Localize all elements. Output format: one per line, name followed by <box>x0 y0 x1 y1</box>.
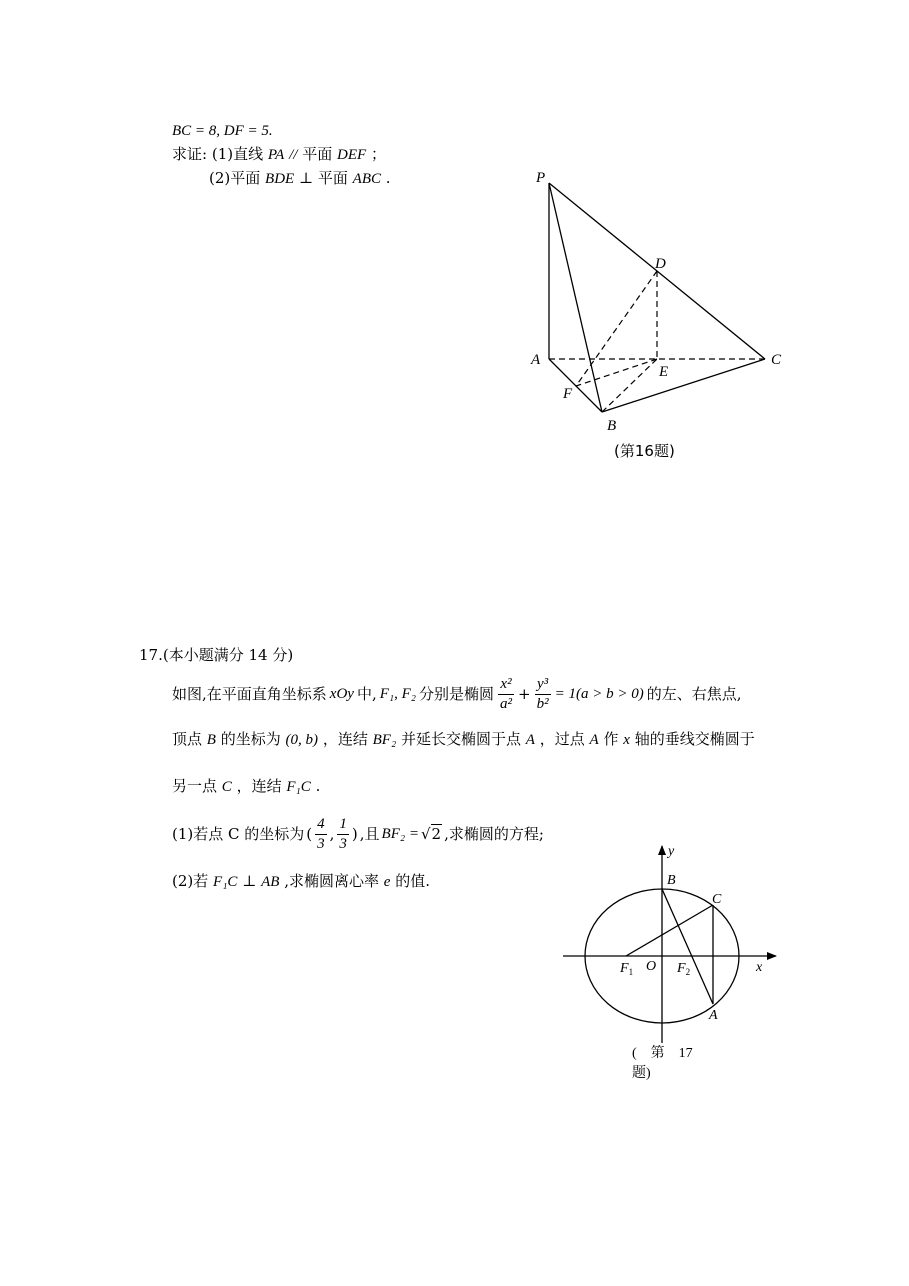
eq-rhs: = 1(a > b > 0) <box>554 686 644 702</box>
label-A: A <box>709 1008 718 1023</box>
p17-line2-coord: (0, b) <box>285 732 319 748</box>
label-y: y <box>668 844 675 859</box>
p16-part1-pa: PA <box>267 147 285 163</box>
p16-part1-plane: 平面 <box>302 145 333 163</box>
c-y-denominator: 3 <box>339 835 347 852</box>
sqrt-symbol: √ <box>420 825 431 843</box>
frac-x-numerator: x² <box>498 677 514 695</box>
edge-DF-hidden <box>576 271 657 386</box>
c-x-denominator: 3 <box>317 835 325 852</box>
sqrt-radicand: 2 <box>431 825 442 843</box>
edge-BC <box>602 359 765 412</box>
p17-line2-x: x <box>623 732 630 748</box>
p17-part2-mid: ,求椭圆离心率 <box>284 872 379 890</box>
label-B: B <box>607 418 617 434</box>
label-O: O <box>646 959 657 974</box>
p16-given-tail <box>172 121 273 140</box>
label-E: E <box>659 364 669 380</box>
label-F2: $F_2$ <box>677 961 691 977</box>
p17-line2-mid4: ，过点 <box>539 730 585 748</box>
p17-line3-mid: ，连结 <box>236 777 282 795</box>
p16-part2-end: . <box>385 169 391 187</box>
p16-part2-line <box>209 169 391 188</box>
p17-line3-c: C <box>221 779 232 795</box>
label-C: C <box>771 352 782 368</box>
p17-line2 <box>172 730 755 749</box>
p17-line2-mid: 的坐标为 <box>220 730 281 748</box>
p17-part2-pre: (2)若 <box>172 872 209 890</box>
p16-part1-line <box>172 145 386 164</box>
frac-y-denominator: b² <box>536 695 549 712</box>
p17-line1-mid2: 分别是椭圆 <box>418 685 494 703</box>
segment-BA <box>662 889 713 1004</box>
p16-part2-plane: 平面 <box>317 169 348 187</box>
p17-line2-b: B <box>206 732 216 748</box>
p16-figure <box>520 160 800 470</box>
p16-prove-label: 求证: <box>172 145 208 163</box>
p17-line2-pre: 顶点 <box>172 730 203 748</box>
label-P: P <box>536 170 546 186</box>
p17-line3-f1c: F₁C <box>286 779 311 795</box>
p17-part2-e: e <box>383 874 391 890</box>
p17-part1-mid: ,且 <box>359 825 380 843</box>
p17-f1f2: F₁, F₂ <box>379 686 416 702</box>
p17-line2-bf2: BF₂ <box>372 732 397 748</box>
p17-header: 17.(本小题满分 14 分) <box>139 646 294 664</box>
p16-caption: (第16题) <box>614 442 675 460</box>
edge-EF-hidden <box>576 359 657 386</box>
p17-part1-comma: , <box>329 825 335 843</box>
p17-part1-open: ( <box>306 825 313 843</box>
p17-line2-mid3: 并延长交椭圆于点 <box>400 730 521 748</box>
p17-line2-mid2: ，连结 <box>322 730 368 748</box>
p17-part2-post: 的值. <box>395 872 430 890</box>
p16-part1-def: DEF <box>336 147 367 163</box>
edge-AB <box>549 359 602 412</box>
p17-caption-line1: ( 第 17 <box>632 1046 693 1061</box>
label-F1: $F_1$ <box>620 961 634 977</box>
p16-part1-parallel: // <box>289 147 298 163</box>
edge-PB <box>549 183 602 412</box>
p17-part2-f1c: F₁C <box>213 874 238 890</box>
p17-line2-mid5: 作 <box>603 730 619 748</box>
segment-F1C <box>626 905 713 956</box>
p17-part1-post: ,求椭圆的方程; <box>444 825 544 843</box>
p17-line1-post: 的左、右焦点, <box>646 685 742 703</box>
p17-line3-pre: 另一点 <box>172 777 218 795</box>
sqrt-two <box>421 825 442 843</box>
label-B: B <box>667 873 676 888</box>
ellipse-x-fraction <box>498 677 514 712</box>
p17-part1-bf2: BF₂ = <box>381 826 419 842</box>
p16-part2-abc: ABC <box>352 171 382 187</box>
label-C: C <box>712 892 722 907</box>
p17-part2-perp: ⊥ <box>242 872 257 890</box>
label-D: D <box>655 256 666 272</box>
point-c-y-fraction <box>337 817 349 852</box>
p17-part2-ab: AB <box>261 874 280 890</box>
edge-BE-hidden <box>602 359 657 412</box>
c-x-numerator: 4 <box>315 817 327 835</box>
p17-part1 <box>172 814 544 854</box>
frac-y-numerator: y³ <box>535 677 551 695</box>
c-y-numerator: 1 <box>337 817 349 835</box>
p17-part2 <box>172 872 430 891</box>
p17-line1-mid: 中, <box>356 685 377 703</box>
p17-line2-a2: A <box>589 732 599 748</box>
p17-line1 <box>172 674 741 714</box>
frac-x-denominator: a² <box>500 695 512 712</box>
p17-part1-close: ) <box>351 825 358 843</box>
p16-given-text: BC = 8, DF = 5. <box>172 123 273 139</box>
p17-figure <box>555 840 790 1090</box>
point-c-x-fraction <box>315 817 327 852</box>
p17-caption-line2: 题) <box>632 1066 651 1081</box>
p16-part1-end: ； <box>370 145 386 163</box>
eq-plus: + <box>518 685 531 703</box>
p17-line1-pre: 如图,在平面直角坐标系 <box>172 685 327 703</box>
label-x: x <box>756 960 763 975</box>
label-F: F <box>563 386 573 402</box>
p16-part2-bde: BDE <box>265 171 295 187</box>
p17-xoy: xOy <box>329 686 354 702</box>
label-A: A <box>531 352 541 368</box>
p17-line3-post: . <box>315 777 321 795</box>
p17-line2-a: A <box>525 732 535 748</box>
p17-line3 <box>172 777 320 796</box>
p16-part2-prefix: (2)平面 <box>209 169 261 187</box>
p17-part1-pre: (1)若点 C 的坐标为 <box>172 825 305 843</box>
p16-part1-prefix: (1)直线 <box>211 145 264 163</box>
p16-part2-perp: ⊥ <box>298 169 314 187</box>
p17-line2-post: 轴的垂线交椭圆于 <box>634 730 755 748</box>
ellipse-y-fraction <box>535 677 551 712</box>
